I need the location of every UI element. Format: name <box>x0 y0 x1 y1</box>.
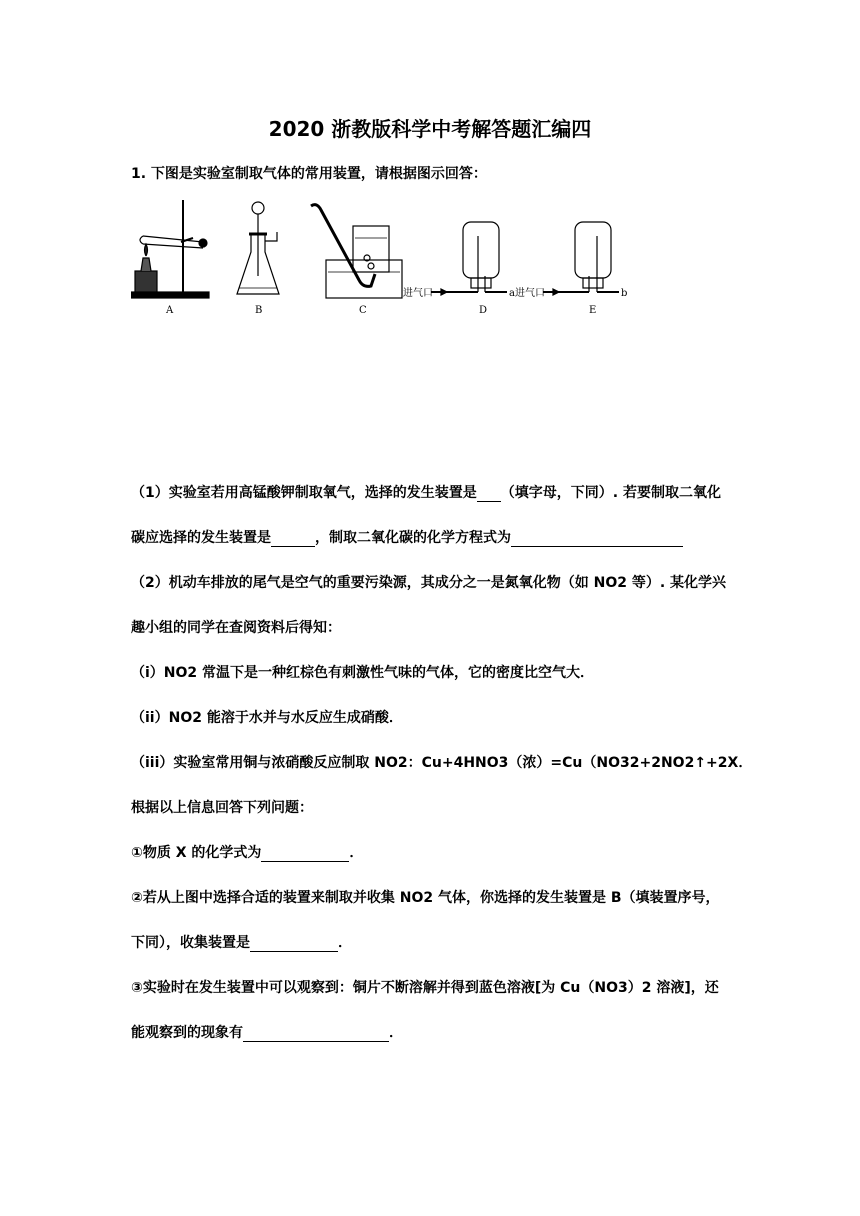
answer-prompt: 根据以上信息回答下列问题： <box>131 800 313 816</box>
apparatus-b-drawing <box>237 202 279 294</box>
apparatus-d-drawing <box>431 222 507 295</box>
answer-blank-3[interactable] <box>511 531 683 547</box>
apparatus-c-drawing <box>311 205 402 298</box>
sub-question-2-line2: 下同），收集装置是 ． <box>131 935 352 951</box>
label-b: B <box>255 305 263 316</box>
apparatus-e-drawing <box>543 222 619 295</box>
label-e: E <box>589 305 597 316</box>
inlet-label-d: 进气口 <box>403 288 433 299</box>
outlet-label-b: b <box>621 288 628 299</box>
q1-part1-line2: 碳应选择的发生装置是 ，制取二氧化碳的化学方程式为 <box>131 527 741 547</box>
info-ii: （ii）NO2 能溶于水并与水反应生成硝酸． <box>131 710 403 726</box>
answer-blank-1[interactable] <box>477 486 501 502</box>
apparatus-figure <box>131 196 651 321</box>
q1-part1-line1: （1）实验室若用高锰酸钾制取氧气，选择的发生装置是 （填字母，下同）. 若要制取二氧化 <box>131 485 721 501</box>
inlet-label-e: 进气口 <box>515 288 545 299</box>
label-d: D <box>479 305 488 316</box>
page-title: 2020 浙教版科学中考解答题汇编四 <box>268 117 592 141</box>
label-a: A <box>166 305 174 316</box>
answer-blank-5[interactable] <box>250 936 338 952</box>
info-iii: （iii）实验室常用铜与浓硝酸反应制取 NO2：Cu+4HNO3（浓）=Cu（NO32+2NO2↑+2X． <box>131 755 753 771</box>
answer-blank-2[interactable] <box>271 531 315 547</box>
sub-question-3-line1: ③实验时在发生装置中可以观察到：铜片不断溶解并得到蓝色溶液[为 Cu（NO3）2 溶液]，还 <box>131 980 719 996</box>
answer-blank-6[interactable] <box>243 1026 389 1042</box>
q1-part2-line1: （2）机动车排放的尾气是空气的重要污染源，其成分之一是氮氧化物（如 NO2 等）. 某化学兴 <box>131 575 727 591</box>
outlet-label-a: a <box>509 288 515 299</box>
apparatus-a-drawing <box>131 200 209 298</box>
question-1-intro: 1. 下图是实验室制取气体的常用装置，请根据图示回答： <box>131 166 487 182</box>
sub-question-2-line1: ②若从上图中选择合适的装置来制取并收集 NO2 气体，你选择的发生装置是 B（填装置序号， <box>131 890 720 906</box>
sub-question-3-line2: 能观察到的现象有 ． <box>131 1025 403 1041</box>
q1-part2-line2: 趣小组的同学在查阅资料后得知： <box>131 620 341 636</box>
sub-question-1: ①物质 X 的化学式为 ． <box>131 845 364 861</box>
answer-blank-4[interactable] <box>261 846 349 862</box>
info-i: （i）NO2 常温下是一种红棕色有刺激性气味的气体，它的密度比空气大． <box>131 665 595 681</box>
label-c: C <box>359 305 367 316</box>
